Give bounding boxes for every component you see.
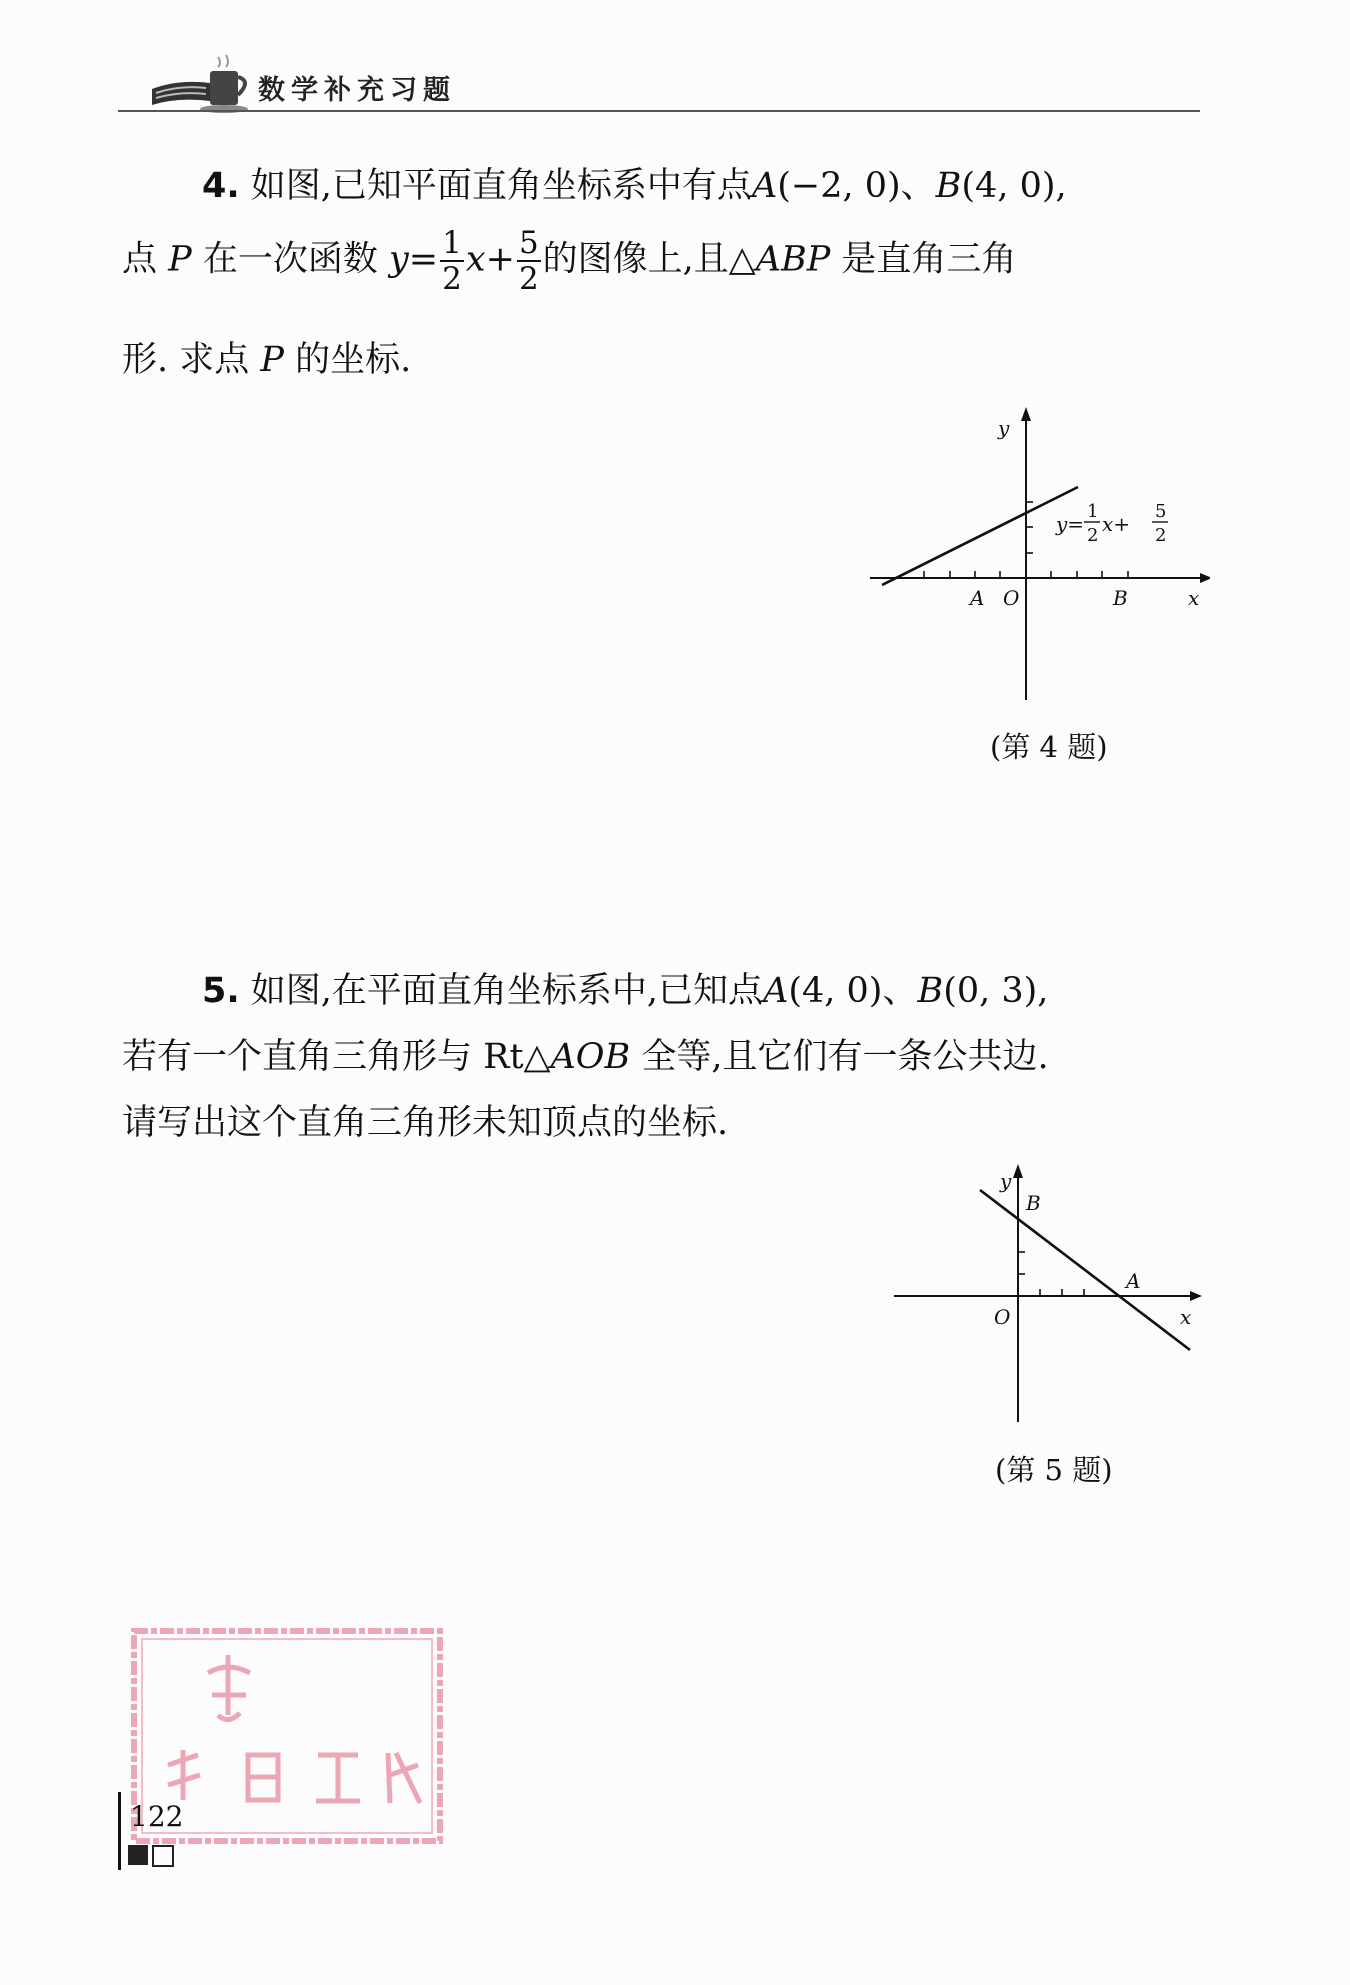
problem-4-line-1: 4. 如图,已知平面直角坐标系中有点A(−2, 0)、B(4, 0), bbox=[202, 166, 1067, 206]
y-axis-arrow-icon bbox=[1021, 407, 1031, 421]
x-axis-arrow-icon bbox=[1190, 1291, 1202, 1301]
svg-text:2: 2 bbox=[1087, 525, 1099, 546]
point-a-label: A bbox=[1126, 1269, 1141, 1293]
point-a-label: A bbox=[970, 586, 985, 610]
problem-5-line-2: 若有一个直角三角形与 Rt△AOB 全等,且它们有一条公共边. bbox=[122, 1037, 1049, 1077]
point-b-label: B bbox=[1113, 586, 1128, 610]
y-axis-label: y bbox=[1000, 1169, 1012, 1193]
problem-5-line-3: 请写出这个直角三角形未知顶点的坐标. bbox=[122, 1103, 729, 1143]
book-cup-icon bbox=[148, 53, 256, 115]
fraction-five-halves: $\frac{5}{2}$ bbox=[518, 225, 539, 297]
header-divider bbox=[118, 110, 1200, 112]
figure-5-caption: (第 5 题) bbox=[995, 1453, 1113, 1487]
y-axis-arrow-icon bbox=[1013, 1164, 1023, 1178]
problem-number: 5. bbox=[202, 971, 240, 1011]
point-b-label: B bbox=[1026, 1191, 1041, 1215]
fraction-one-half: $\frac{1}{2}$ bbox=[442, 225, 462, 297]
page-number: 122 bbox=[130, 1800, 184, 1833]
x-axis-arrow-icon bbox=[1200, 573, 1210, 583]
empty-square-icon bbox=[152, 1845, 174, 1867]
svg-text:1: 1 bbox=[1087, 501, 1099, 522]
figure-5-graph bbox=[890, 1160, 1210, 1430]
svg-text:5: 5 bbox=[1155, 501, 1167, 522]
origin-label: O bbox=[1003, 586, 1020, 610]
svg-text:2: 2 bbox=[1155, 525, 1167, 546]
line-graph bbox=[980, 1190, 1190, 1350]
header-title: 数学补充习题 bbox=[258, 75, 456, 106]
x-axis-label: x bbox=[1188, 586, 1200, 610]
problem-number: 4. bbox=[202, 166, 240, 206]
line-equation-label bbox=[1055, 501, 1168, 546]
svg-text:y=: y= bbox=[1056, 512, 1085, 536]
figure-4-caption: (第 4 题) bbox=[990, 730, 1108, 764]
x-axis-ticks bbox=[1040, 1289, 1084, 1296]
page-number-bar bbox=[118, 1792, 121, 1870]
origin-label: O bbox=[994, 1305, 1011, 1329]
svg-text:x+: x+ bbox=[1102, 512, 1131, 536]
y-axis-ticks bbox=[1018, 1252, 1025, 1274]
problem-4-line-3: 形. 求点 P 的坐标. bbox=[122, 340, 412, 380]
problem-4-line-2: 点 P 在一次函数 y= $\frac{1}{2}$ x+ $\frac{5}{2}$ 的图像上,且△ABP 是直角三角 bbox=[122, 225, 1017, 297]
x-axis-label: x bbox=[1180, 1305, 1192, 1329]
filled-square-icon bbox=[128, 1845, 148, 1865]
figure-4-graph bbox=[870, 405, 1210, 705]
y-axis-label: y bbox=[998, 416, 1010, 440]
line-graph bbox=[882, 487, 1078, 585]
problem-5-line-1: 5. 如图,在平面直角坐标系中,已知点A(4, 0)、B(0, 3), bbox=[202, 971, 1049, 1011]
